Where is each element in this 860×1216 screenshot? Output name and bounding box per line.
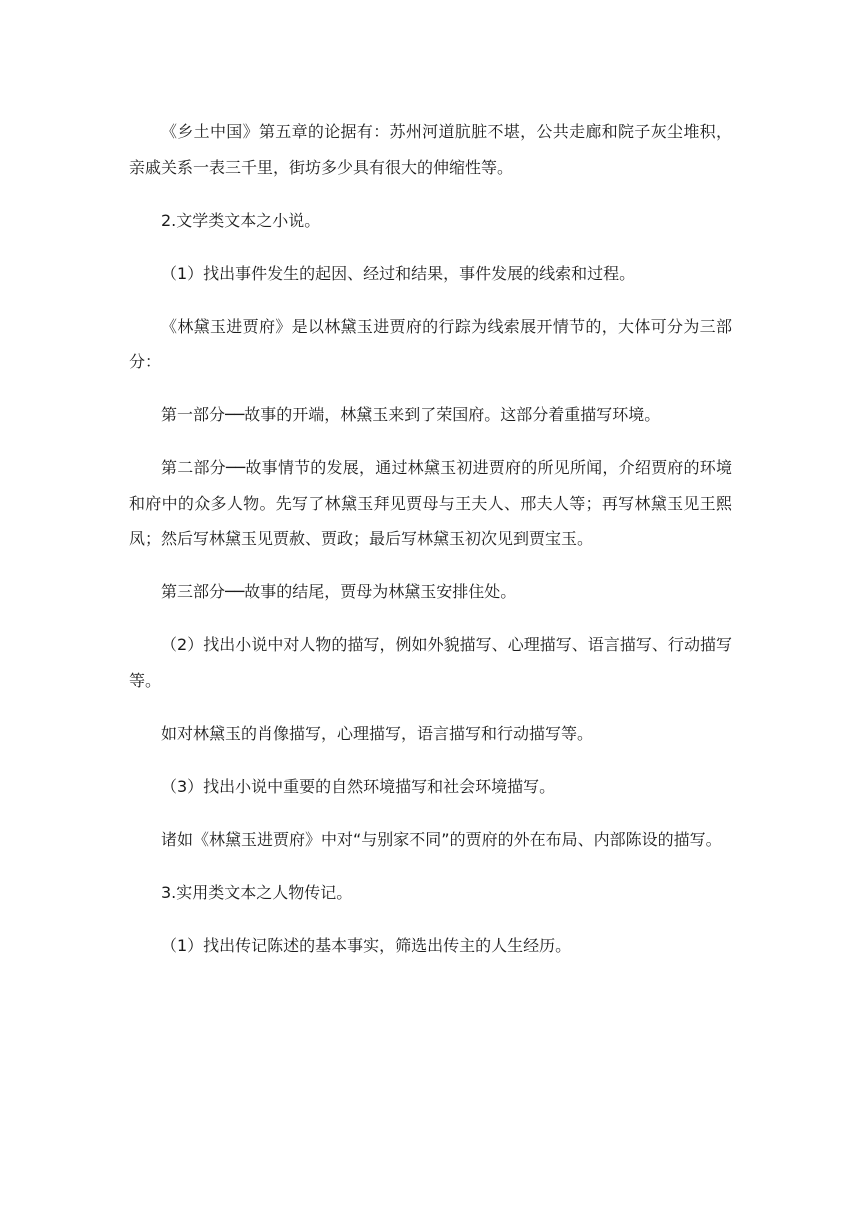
subheading-character-description: （2）找出小说中对人物的描写，例如外貌描写、心理描写、语言描写、行动描写等。 (129, 635, 732, 690)
paragraph-part-three: 第三部分──故事的结尾，贾母为林黛玉安排住处。 (161, 582, 517, 601)
document-body (129, 114, 732, 981)
paragraph-evidence-chapter-five: 《乡土中国》第五章的论据有：苏州河道肮脏不堪，公共走廊和院子灰尘堆积，亲戚关系一表三千里，街坊多少具有很大的伸缩性等。 (129, 122, 732, 177)
paragraph-character-example: 如对林黛玉的肖像描写，心理描写，语言描写和行动描写等。 (161, 723, 594, 743)
paragraph-part-one: 第一部分──故事的开端，林黛玉来到了荣国府。这部分着重描写环境。 (161, 405, 661, 424)
section-heading-biography: 3.实用类文本之人物传记。 (161, 882, 353, 902)
subheading-plot-events: （1）找出事件发生的起因、经过和结果，事件发展的线索和过程。 (161, 263, 636, 283)
paragraph-part-two: 第二部分──故事情节的发展，通过林黛玉初进贾府的所见所闻，介绍贾府的环境和府中的众多人物。先写了林黛玉拜见贾母与王夫人、邢夫人等；再写林黛玉见王熙凤；然后写林黛玉见贾赦、贾政；最后写林黛玉初次见到贾宝玉。 (129, 458, 732, 548)
paragraph-structure-intro: 《林黛玉进贾府》是以林黛玉进贾府的行踪为线索展开情节的，大体可分为三部分： (129, 316, 732, 371)
paragraph-environment-example: 诸如《林黛玉进贾府》中对“与别家不同”的贾府的外在布局、内部陈设的描写。 (161, 829, 722, 849)
subheading-biography-facts: （1）找出传记陈述的基本事实，筛选出传主的人生经历。 (161, 935, 572, 955)
section-heading-novel: 2.文学类文本之小说。 (161, 210, 321, 230)
subheading-environment-description: （3）找出小说中重要的自然环境描写和社会环境描写。 (161, 776, 556, 796)
